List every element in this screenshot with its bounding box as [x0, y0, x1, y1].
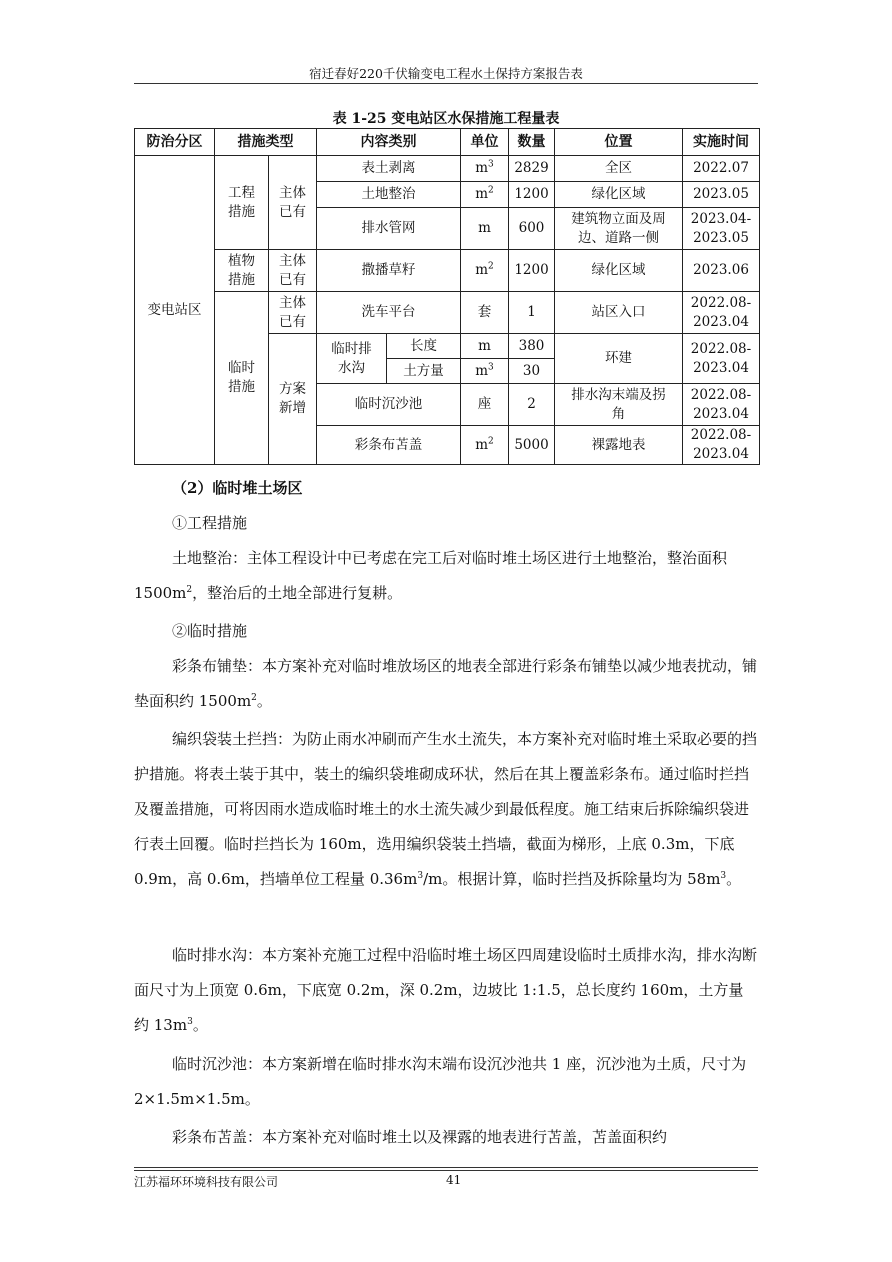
- unit-cell: $m^2$: [461, 182, 509, 208]
- paragraph-tarp-laying: 彩条布铺垫：本方案补充对临时堆放场区的地表全部进行彩条布铺垫以减少地表扰动，铺垫面积约 $1500m^2$。: [134, 657, 758, 710]
- location-cell: 绿化区域: [555, 250, 683, 292]
- table-row: [135, 250, 760, 292]
- time-cell: 2022.08-2023.04: [683, 426, 760, 465]
- content-cell: 洗车平台: [317, 292, 461, 334]
- page-header: 宿迁春好220千伏输变电工程水土保持方案报告表: [309, 66, 583, 81]
- header-rule: [134, 83, 758, 84]
- header-content: 内容类别: [317, 129, 461, 156]
- page-number: 41: [446, 1173, 462, 1187]
- unit-cell: m: [461, 208, 509, 250]
- content-cell: 彩条布苫盖: [317, 426, 461, 465]
- qty-cell: 2829: [509, 156, 555, 182]
- paragraph-drainage-ditch: 临时排水沟：本方案补充施工过程中沿临时堆土场区四周建设临时土质排水沟，排水沟断面尺寸为上顶宽 0.6m，下底宽 0.2m，深 0.2m，边坡比 1:1.5，总长度约 160m，土方量约 $13m^3$。: [134, 946, 758, 1034]
- time-cell: 2022.08-2023.04: [683, 334, 760, 384]
- qty-cell: 600: [509, 208, 555, 250]
- table-row: [135, 156, 760, 182]
- header-time: 实施时间: [683, 129, 760, 156]
- time-cell: 2023.04-2023.05: [683, 208, 760, 250]
- unit-cell: 座: [461, 384, 509, 426]
- time-cell: 2023.06: [683, 250, 760, 292]
- type-vegetation-cell: 植物措施: [215, 250, 269, 292]
- time-cell: 2022.08-2023.04: [683, 292, 760, 334]
- type-engineering-cell: 工程措施: [215, 156, 269, 250]
- table-row: [135, 292, 760, 334]
- footer-company: 江苏福环环境科技有限公司: [134, 1175, 279, 1189]
- qty-cell: 1200: [509, 182, 555, 208]
- qty-cell: 5000: [509, 426, 555, 465]
- unit-cell: $m^3$: [461, 359, 509, 384]
- location-cell: 排水沟末端及拐角: [555, 384, 683, 426]
- content-cell: 表土剥离: [317, 156, 461, 182]
- content-cell: 临时沉沙池: [317, 384, 461, 426]
- source-main-cell: 主体已有: [269, 250, 317, 292]
- header-qty: 数量: [509, 129, 555, 156]
- source-new-cell: 方案新增: [269, 334, 317, 465]
- content-cell: 土地整治: [317, 182, 461, 208]
- source-main-cell: 主体已有: [269, 292, 317, 334]
- qty-cell: 1: [509, 292, 555, 334]
- unit-cell: $m^2$: [461, 426, 509, 465]
- type-temporary-cell: 临时措施: [215, 292, 269, 465]
- header-unit: 单位: [461, 129, 509, 156]
- location-cell: 站区入口: [555, 292, 683, 334]
- subheading-engineering: ①工程措施: [172, 514, 248, 532]
- time-cell: 2023.05: [683, 182, 760, 208]
- zone-cell: 变电站区: [135, 156, 215, 465]
- table-header-row: [135, 129, 760, 156]
- content-cell: 排水管网: [317, 208, 461, 250]
- paragraph-settling-basin: 临时沉沙池：本方案新增在临时排水沟末端布设沉沙池共 1 座，沉沙池为土质，尺寸为 2×1.5m×1.5m。: [134, 1055, 747, 1108]
- measures-table: [134, 128, 760, 465]
- location-cell: 绿化区域: [555, 182, 683, 208]
- time-cell: 2022.08-2023.04: [683, 384, 760, 426]
- unit-cell: 套: [461, 292, 509, 334]
- location-cell: 环建: [555, 334, 683, 384]
- qty-cell: 380: [509, 334, 555, 359]
- unit-cell: $m^3$: [461, 156, 509, 182]
- content-cell: 长度: [387, 334, 461, 359]
- unit-cell: $m^2$: [461, 250, 509, 292]
- section-heading: （2）临时堆土场区: [172, 479, 303, 497]
- location-cell: 全区: [555, 156, 683, 182]
- qty-cell: 1200: [509, 250, 555, 292]
- source-main-cell: 主体已有: [269, 156, 317, 250]
- header-zone: 防治分区: [135, 129, 215, 156]
- sub-ditch-cell: 临时排水沟: [317, 334, 387, 384]
- time-cell: 2022.07: [683, 156, 760, 182]
- paragraph-land-leveling: 土地整治：主体工程设计中已考虑在完工后对临时堆土场区进行土地整治，整治面积 $1500m^2$，整治后的土地全部进行复耕。: [134, 549, 728, 602]
- qty-cell: 30: [509, 359, 555, 384]
- location-cell: 裸露地表: [555, 426, 683, 465]
- footer-rule: [134, 1170, 758, 1171]
- header-location: 位置: [555, 129, 683, 156]
- unit-cell: m: [461, 334, 509, 359]
- content-cell: 土方量: [387, 359, 461, 384]
- content-cell: 撒播草籽: [317, 250, 461, 292]
- table-title: 表 1-25 变电站区水保措施工程量表: [332, 111, 560, 127]
- subheading-temporary: ②临时措施: [172, 622, 248, 640]
- footer-rule: [134, 1167, 758, 1168]
- paragraph-tarp-cover: 彩条布苫盖：本方案补充对临时堆土以及裸露的地表进行苫盖，苫盖面积约: [172, 1128, 668, 1146]
- location-cell: 建筑物立面及周边、道路一侧: [555, 208, 683, 250]
- paragraph-bag-barrier: 编织袋装土拦挡：为防止雨水冲刷而产生水土流失，本方案补充对临时堆土采取必要的挡护措施。将表土装于其中，装土的编织袋堆砌成环状，然后在其上覆盖彩条布。通过临时拦挡及覆盖措施，可将因雨水造成临时堆土的水土流失减少到最低程度。施工结束后拆除编织袋进行表土回覆。临时拦挡长为 160m，选用编织袋装土挡墙，截面为梯形，上底 0.3m，下底 0.9m，高 0.6m，挡墙单位工程量 $0.36m^3/m$。根据计算，临时拦挡及拆除量均为 $58m^3$。: [134, 730, 758, 888]
- header-type: 措施类型: [215, 129, 317, 156]
- qty-cell: 2: [509, 384, 555, 426]
